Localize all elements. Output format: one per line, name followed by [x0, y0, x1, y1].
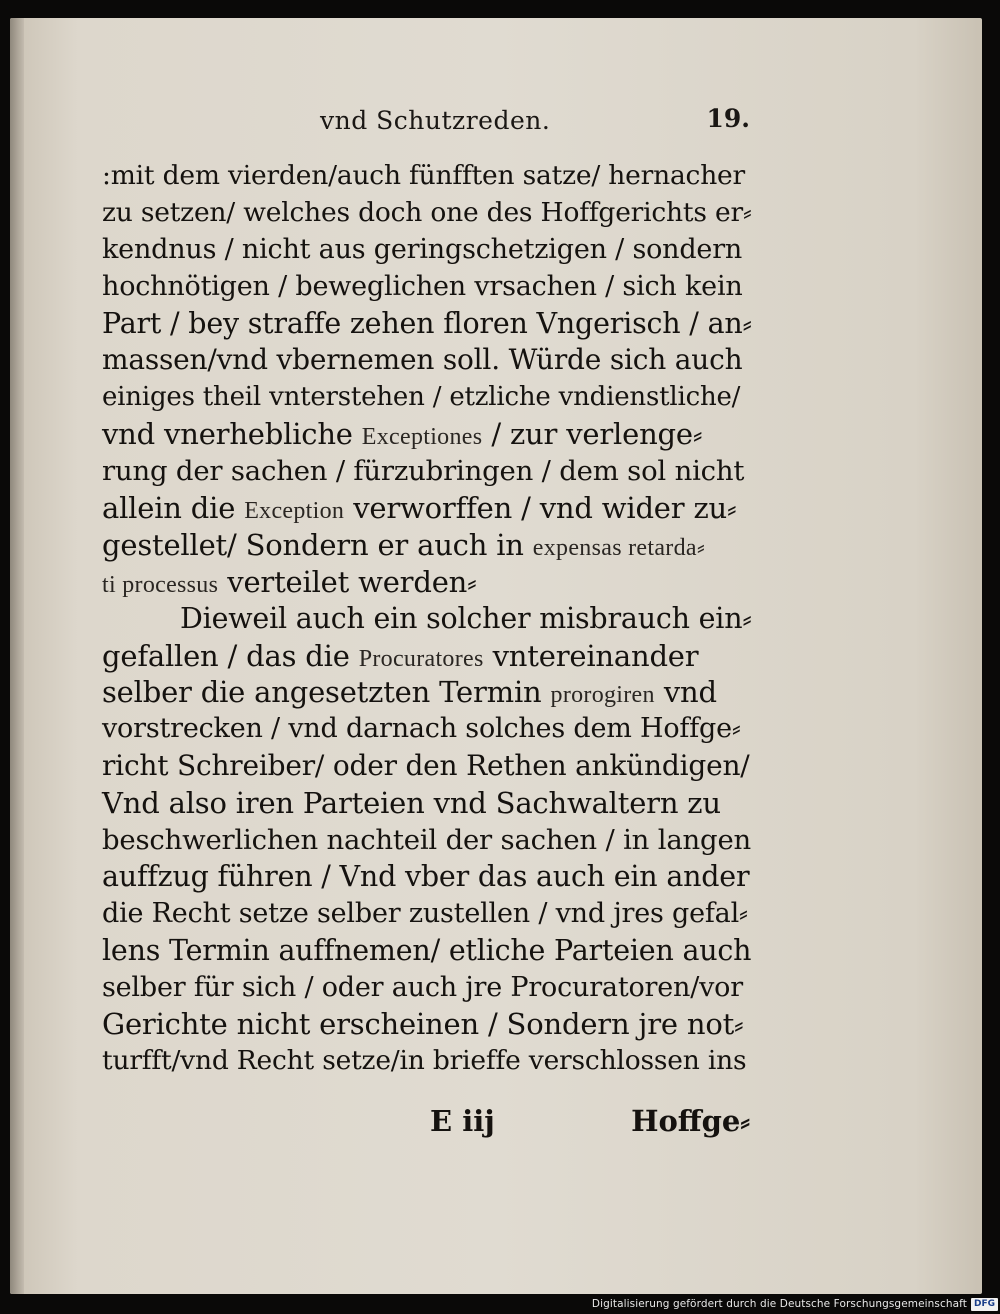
text-line	[102, 601, 752, 638]
text-segment: allein die	[102, 491, 245, 526]
antiqua-term: Procuratores	[358, 645, 484, 672]
text-line	[102, 1006, 752, 1043]
text-segment: hochnötigen / beweglichen vrsachen / sich kein	[102, 270, 743, 302]
antiqua-term: expensas retarda⸗	[532, 534, 706, 561]
text-line	[102, 564, 752, 601]
text-segment: zu setzen/ welches doch one des Hoffgerichts er⸗	[102, 196, 752, 228]
text-line	[102, 822, 752, 859]
text-line	[102, 490, 752, 527]
text-line	[102, 785, 752, 822]
book-page	[10, 18, 982, 1294]
text-line	[102, 748, 752, 785]
text-segment: turfft/vnd Recht setze/in brieffe verschlossen ins	[102, 1045, 747, 1077]
text-line	[102, 711, 752, 748]
signature-mark: E iij	[430, 1104, 495, 1138]
text-segment: selber die angesetzten Termin	[102, 675, 551, 710]
text-line	[102, 158, 752, 195]
text-line	[102, 453, 752, 490]
text-segment: rung der sachen / fürzubringen / dem sol nicht	[102, 455, 745, 488]
text-segment: gefallen / das die	[102, 638, 359, 673]
text-segment: Gerichte nicht erscheinen / Sondern jre not⸗	[102, 1007, 744, 1042]
dfg-logo-icon: DFG	[971, 1298, 998, 1311]
text-line	[102, 933, 752, 970]
text-line	[102, 527, 752, 564]
text-segment: vntereinander	[483, 638, 699, 673]
text-line	[102, 859, 752, 896]
text-segment: verteilet werden⸗	[218, 564, 477, 599]
text-line	[102, 379, 752, 416]
page-footer	[430, 1104, 750, 1140]
antiqua-term: prorogiren	[550, 682, 655, 709]
text-segment: :mit dem vierden/auch fünfften satze/ hernacher	[102, 160, 746, 191]
text-segment: lens Termin auffnemen/ etliche Parteien auch	[102, 933, 752, 967]
text-segment: / zur verlenge⸗	[482, 417, 703, 452]
text-segment: vnd vnerhebliche	[102, 417, 362, 452]
text-segment: verworffen / vnd wider zu⸗	[344, 491, 737, 526]
text-segment: Dieweil auch ein solcher misbrauch ein⸗	[180, 601, 752, 635]
text-line	[102, 416, 752, 453]
text-line	[102, 195, 752, 232]
antiqua-term: Exception	[244, 498, 345, 525]
text-segment: richt Schreiber/ oder den Rethen ankündigen/	[102, 749, 750, 783]
text-segment: Vnd also iren Parteien vnd Sachwaltern zu	[102, 786, 721, 821]
body-text	[102, 158, 752, 1080]
text-line	[102, 342, 752, 379]
text-segment: vnd	[654, 675, 717, 710]
text-segment: die Recht setze selber zustellen / vnd jres gefal⸗	[102, 897, 748, 929]
text-line	[102, 1043, 752, 1080]
running-title: vnd Schutzreden.	[320, 106, 551, 135]
text-segment: selber für sich / oder auch jre Procuratoren/vor	[102, 971, 743, 1003]
catchword: Hoffge⸗	[631, 1104, 750, 1138]
text-line	[102, 269, 752, 306]
digitization-credit	[592, 1296, 998, 1312]
text-segment: Part / bey straffe zehen floren Vngerisch / an⸗	[102, 306, 752, 340]
text-line	[102, 306, 752, 343]
credit-text: Digitalisierung gefördert durch die Deutsche Forschungsgemeinschaft	[591, 1298, 967, 1310]
text-segment: beschwerlichen nachteil der sachen / in langen	[102, 824, 752, 857]
text-line	[102, 232, 752, 269]
page-header	[310, 102, 750, 142]
text-line	[102, 638, 752, 675]
page-number: 19.	[706, 104, 750, 133]
text-segment: vorstrecken / vnd darnach solches dem Hoffge⸗	[102, 713, 741, 745]
text-line	[102, 674, 752, 711]
text-line	[102, 970, 752, 1007]
text-segment: kendnus / nicht aus geringschetzigen / sondern	[102, 233, 743, 265]
text-segment: auffzug führen / Vnd vber das auch ein ander	[102, 859, 750, 893]
antiqua-term: Exceptiones	[361, 424, 483, 451]
antiqua-term: ti processus	[102, 571, 219, 598]
text-segment: einiges theil vnterstehen / etzliche vndienstliche/	[102, 382, 741, 413]
text-segment: massen/vnd vbernemen soll. Würde sich auch	[102, 343, 743, 377]
text-line	[102, 896, 752, 933]
text-segment: gestellet/ Sondern er auch in	[102, 527, 533, 562]
page-spine-shadow	[10, 18, 24, 1294]
